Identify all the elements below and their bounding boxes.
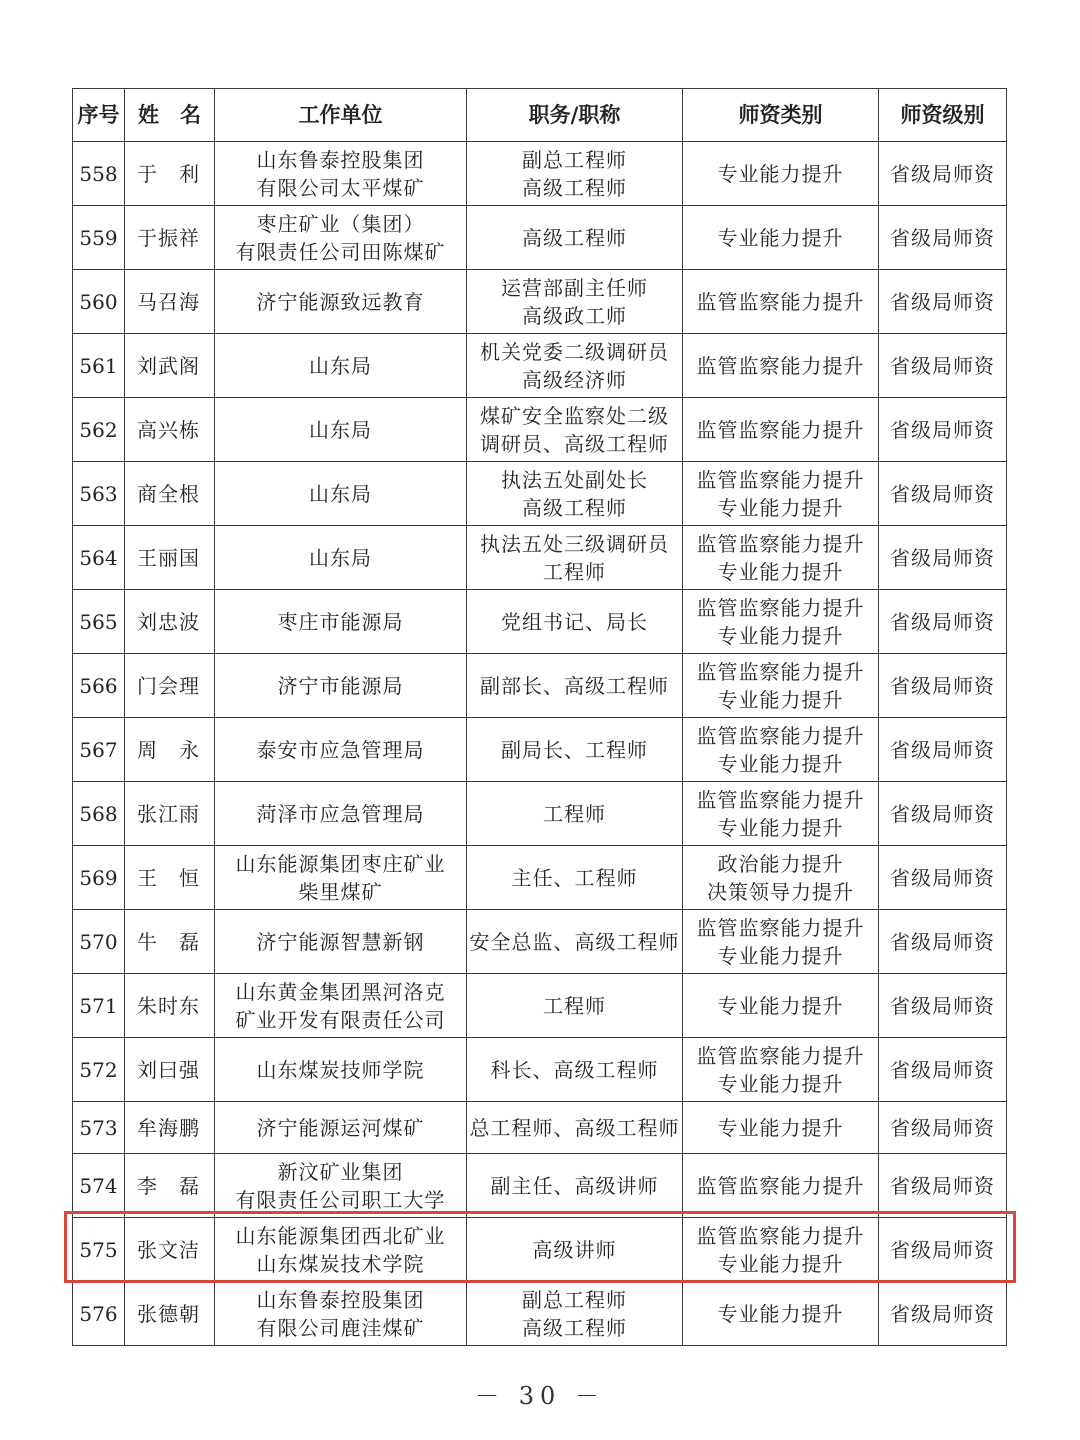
cell-unit [215, 654, 467, 718]
cell-unit [215, 1038, 467, 1102]
cell-title-line: 党组书记、局长 [501, 609, 648, 634]
cell-category-line: 专业能力提升 [717, 1071, 844, 1096]
cell-unit-line: 有限责任公司职工大学 [235, 1187, 446, 1212]
cell-unit-line: 山东局 [309, 481, 372, 506]
cell-level: 省级局师资 [879, 334, 1007, 398]
cell-unit-line: 枣庄矿业（集团） [256, 211, 425, 236]
cell-name: 马召海 [125, 270, 215, 334]
table-row [73, 270, 1007, 334]
cell-seq: 559 [73, 206, 125, 270]
cell-unit [215, 526, 467, 590]
cell-category-line: 监管监察能力提升 [696, 915, 865, 940]
cell-unit-line: 泰安市应急管理局 [256, 737, 425, 762]
cell-seq: 568 [73, 782, 125, 846]
cell-title-line: 科长、高级工程师 [490, 1057, 659, 1082]
cell-category-line: 专业能力提升 [717, 225, 844, 250]
cell-title [467, 846, 683, 910]
cell-title-line: 机关党委二级调研员 [480, 339, 669, 364]
cell-seq: 571 [73, 974, 125, 1038]
cell-category [683, 1154, 879, 1218]
cell-unit-line: 山东煤炭技术学院 [256, 1251, 425, 1276]
cell-category-line: 专业能力提升 [717, 687, 844, 712]
cell-title [467, 1282, 683, 1346]
cell-level: 省级局师资 [879, 590, 1007, 654]
cell-category-line: 监管监察能力提升 [696, 1223, 865, 1248]
cell-seq: 576 [73, 1282, 125, 1346]
cell-title-line: 执法五处副处长 [501, 467, 648, 492]
header-category: 师资类别 [683, 89, 879, 142]
cell-title-line: 煤矿安全监察处二级 [480, 403, 669, 428]
cell-title-line: 高级工程师 [522, 225, 627, 250]
cell-category [683, 398, 879, 462]
cell-seq: 562 [73, 398, 125, 462]
cell-unit [215, 590, 467, 654]
cell-category [683, 910, 879, 974]
cell-seq: 570 [73, 910, 125, 974]
cell-category-line: 专业能力提升 [717, 993, 844, 1018]
table-row [73, 462, 1007, 526]
cell-name: 张江雨 [125, 782, 215, 846]
cell-title [467, 334, 683, 398]
cell-title [467, 782, 683, 846]
cell-title-line: 副部长、高级工程师 [480, 673, 669, 698]
cell-category [683, 718, 879, 782]
cell-title-line: 高级经济师 [522, 367, 627, 392]
cell-title-line: 工程师 [543, 801, 606, 826]
cell-unit-line: 济宁能源智慧新钢 [256, 929, 425, 954]
cell-unit-line: 山东煤炭技师学院 [256, 1057, 425, 1082]
cell-name: 于振祥 [125, 206, 215, 270]
header-unit: 工作单位 [215, 89, 467, 142]
header-seq: 序号 [73, 89, 125, 142]
page-number: － 30 － [475, 1382, 605, 1410]
cell-title [467, 974, 683, 1038]
cell-category-line: 监管监察能力提升 [696, 787, 865, 812]
cell-level: 省级局师资 [879, 142, 1007, 206]
cell-seq: 563 [73, 462, 125, 526]
cell-unit-line: 山东局 [309, 545, 372, 570]
cell-name: 李 磊 [125, 1154, 215, 1218]
table-row [73, 654, 1007, 718]
cell-unit [215, 270, 467, 334]
cell-name: 于 利 [125, 142, 215, 206]
cell-name: 张德朝 [125, 1282, 215, 1346]
cell-category-line: 监管监察能力提升 [696, 595, 865, 620]
cell-unit [215, 1102, 467, 1154]
cell-unit-line: 矿业开发有限责任公司 [235, 1007, 446, 1032]
cell-level: 省级局师资 [879, 1282, 1007, 1346]
cell-level: 省级局师资 [879, 270, 1007, 334]
cell-level: 省级局师资 [879, 846, 1007, 910]
table-row [73, 782, 1007, 846]
cell-title [467, 1102, 683, 1154]
cell-title-line: 副局长、工程师 [501, 737, 648, 762]
cell-category-line: 决策领导力提升 [707, 879, 854, 904]
cell-title-line: 高级讲师 [532, 1237, 617, 1262]
cell-category [683, 1038, 879, 1102]
cell-category [683, 1102, 879, 1154]
cell-unit [215, 974, 467, 1038]
cell-title-line: 工程师 [543, 993, 606, 1018]
cell-title-line: 总工程师、高级工程师 [469, 1115, 680, 1140]
cell-unit [215, 1154, 467, 1218]
cell-category-line: 专业能力提升 [717, 1251, 844, 1276]
cell-name: 门会理 [125, 654, 215, 718]
table-row [73, 334, 1007, 398]
cell-seq: 573 [73, 1102, 125, 1154]
cell-title [467, 206, 683, 270]
cell-name: 周 永 [125, 718, 215, 782]
cell-unit-line: 有限责任公司田陈煤矿 [235, 239, 446, 264]
cell-category-line: 监管监察能力提升 [696, 723, 865, 748]
cell-level: 省级局师资 [879, 910, 1007, 974]
cell-unit-line: 枣庄市能源局 [277, 609, 404, 634]
cell-unit [215, 142, 467, 206]
cell-level: 省级局师资 [879, 206, 1007, 270]
table-row [73, 718, 1007, 782]
cell-category [683, 462, 879, 526]
cell-category-line: 专业能力提升 [717, 161, 844, 186]
cell-title-line: 高级工程师 [522, 1315, 627, 1340]
cell-unit-line: 山东黄金集团黑河洛克 [235, 979, 446, 1004]
table-row [73, 1102, 1007, 1154]
cell-unit [215, 910, 467, 974]
cell-category-line: 专业能力提升 [717, 559, 844, 584]
cell-category [683, 334, 879, 398]
cell-title-line: 执法五处三级调研员 [480, 531, 669, 556]
cell-seq: 565 [73, 590, 125, 654]
cell-unit-line: 山东鲁泰控股集团 [256, 147, 425, 172]
table-row [73, 1218, 1007, 1282]
cell-name: 刘曰强 [125, 1038, 215, 1102]
cell-category [683, 1218, 879, 1282]
cell-name: 王丽国 [125, 526, 215, 590]
instructor-table [72, 88, 1007, 1346]
cell-level: 省级局师资 [879, 654, 1007, 718]
cell-seq: 558 [73, 142, 125, 206]
cell-title [467, 142, 683, 206]
cell-seq: 566 [73, 654, 125, 718]
cell-level: 省级局师资 [879, 526, 1007, 590]
table-row [73, 526, 1007, 590]
table-row [73, 846, 1007, 910]
cell-category-line: 监管监察能力提升 [696, 659, 865, 684]
cell-level: 省级局师资 [879, 398, 1007, 462]
cell-unit-line: 菏泽市应急管理局 [256, 801, 425, 826]
cell-title-line: 高级工程师 [522, 175, 627, 200]
cell-category [683, 654, 879, 718]
table-row [73, 1282, 1007, 1346]
table-row [73, 1038, 1007, 1102]
cell-unit-line: 济宁能源致远教育 [256, 289, 425, 314]
table-row [73, 910, 1007, 974]
cell-name: 商全根 [125, 462, 215, 526]
cell-seq: 567 [73, 718, 125, 782]
cell-title [467, 398, 683, 462]
cell-unit-line: 有限公司鹿洼煤矿 [256, 1315, 425, 1340]
cell-name: 朱时东 [125, 974, 215, 1038]
cell-title-line: 工程师 [543, 559, 606, 584]
cell-unit-line: 有限公司太平煤矿 [256, 175, 425, 200]
cell-title-line: 安全总监、高级工程师 [469, 929, 680, 954]
cell-unit [215, 1282, 467, 1346]
cell-name: 王 恒 [125, 846, 215, 910]
cell-category-line: 监管监察能力提升 [696, 353, 865, 378]
cell-title [467, 718, 683, 782]
cell-level: 省级局师资 [879, 1154, 1007, 1218]
cell-name: 刘武阁 [125, 334, 215, 398]
cell-unit-line: 山东能源集团西北矿业 [235, 1223, 446, 1248]
cell-category-line: 专业能力提升 [717, 751, 844, 776]
cell-title-line: 副总工程师 [522, 1287, 627, 1312]
cell-title [467, 910, 683, 974]
cell-category-line: 专业能力提升 [717, 815, 844, 840]
cell-category [683, 974, 879, 1038]
cell-category-line: 专业能力提升 [717, 623, 844, 648]
table-row [73, 398, 1007, 462]
cell-seq: 574 [73, 1154, 125, 1218]
cell-title [467, 270, 683, 334]
cell-unit [215, 846, 467, 910]
cell-category [683, 206, 879, 270]
cell-category-line: 监管监察能力提升 [696, 1043, 865, 1068]
cell-title-line: 副主任、高级讲师 [490, 1173, 659, 1198]
cell-seq: 575 [73, 1218, 125, 1282]
cell-category-line: 监管监察能力提升 [696, 467, 865, 492]
cell-title-line: 副总工程师 [522, 147, 627, 172]
cell-category [683, 846, 879, 910]
cell-category [683, 526, 879, 590]
cell-level: 省级局师资 [879, 1218, 1007, 1282]
cell-category [683, 142, 879, 206]
table-row [73, 206, 1007, 270]
cell-category [683, 1282, 879, 1346]
cell-title [467, 1154, 683, 1218]
cell-category-line: 专业能力提升 [717, 1115, 844, 1140]
cell-seq: 569 [73, 846, 125, 910]
cell-unit-line: 济宁能源运河煤矿 [256, 1115, 425, 1140]
cell-title [467, 526, 683, 590]
cell-title [467, 654, 683, 718]
cell-title [467, 1218, 683, 1282]
cell-title-line: 高级政工师 [522, 303, 627, 328]
cell-unit [215, 206, 467, 270]
cell-unit-line: 山东鲁泰控股集团 [256, 1287, 425, 1312]
cell-unit-line: 山东局 [309, 353, 372, 378]
cell-title [467, 590, 683, 654]
cell-unit-line: 柴里煤矿 [298, 879, 383, 904]
cell-level: 省级局师资 [879, 974, 1007, 1038]
cell-category-line: 专业能力提升 [717, 943, 844, 968]
cell-unit [215, 782, 467, 846]
cell-name: 高兴栋 [125, 398, 215, 462]
table-header [73, 89, 1007, 142]
cell-seq: 560 [73, 270, 125, 334]
cell-level: 省级局师资 [879, 782, 1007, 846]
cell-unit [215, 334, 467, 398]
cell-seq: 564 [73, 526, 125, 590]
cell-category-line: 监管监察能力提升 [696, 417, 865, 442]
cell-unit [215, 462, 467, 526]
cell-category-line: 政治能力提升 [717, 851, 844, 876]
cell-seq: 561 [73, 334, 125, 398]
cell-title [467, 462, 683, 526]
header-name: 姓 名 [125, 89, 215, 142]
cell-unit [215, 398, 467, 462]
cell-name: 刘忠波 [125, 590, 215, 654]
cell-category-line: 专业能力提升 [717, 495, 844, 520]
table-row [73, 142, 1007, 206]
cell-level: 省级局师资 [879, 1102, 1007, 1154]
cell-name: 张文洁 [125, 1218, 215, 1282]
cell-level: 省级局师资 [879, 718, 1007, 782]
cell-title-line: 高级工程师 [522, 495, 627, 520]
cell-category-line: 监管监察能力提升 [696, 531, 865, 556]
cell-name: 牟海鹏 [125, 1102, 215, 1154]
table-body [73, 142, 1007, 1346]
header-level: 师资级别 [879, 89, 1007, 142]
cell-seq: 572 [73, 1038, 125, 1102]
cell-title-line: 运营部副主任师 [501, 275, 648, 300]
cell-title [467, 1038, 683, 1102]
cell-level: 省级局师资 [879, 462, 1007, 526]
cell-title-line: 调研员、高级工程师 [480, 431, 669, 456]
cell-category [683, 270, 879, 334]
cell-name: 牛 磊 [125, 910, 215, 974]
cell-unit-line: 山东局 [309, 417, 372, 442]
cell-category-line: 专业能力提升 [717, 1301, 844, 1326]
cell-unit [215, 1218, 467, 1282]
header-title: 职务/职称 [467, 89, 683, 142]
cell-unit-line: 新汶矿业集团 [277, 1159, 404, 1184]
cell-unit [215, 718, 467, 782]
cell-title-line: 主任、工程师 [511, 865, 638, 890]
cell-category [683, 590, 879, 654]
cell-unit-line: 济宁市能源局 [277, 673, 404, 698]
table-row [73, 590, 1007, 654]
cell-level: 省级局师资 [879, 1038, 1007, 1102]
table-row [73, 974, 1007, 1038]
table-row [73, 1154, 1007, 1218]
cell-category-line: 监管监察能力提升 [696, 289, 865, 314]
cell-category [683, 782, 879, 846]
cell-category-line: 监管监察能力提升 [696, 1173, 865, 1198]
cell-unit-line: 山东能源集团枣庄矿业 [235, 851, 446, 876]
